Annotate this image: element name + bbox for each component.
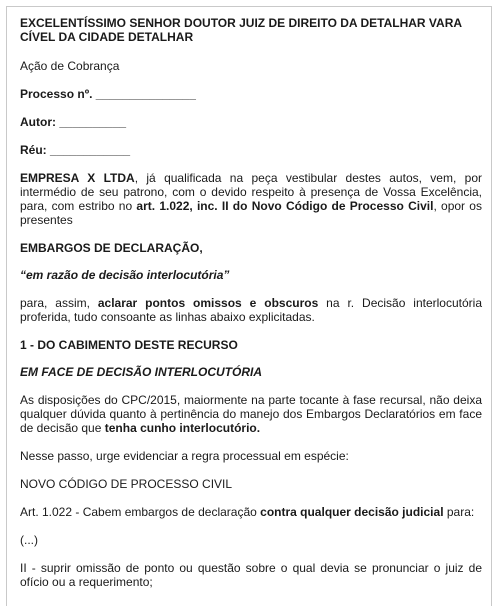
cpc-text: As disposições do CPC/2015, maiormente na parte tocante à fase recursal, não deixa qualquer dúvida quanto à pertinência do manejo dos Embargos Declaratórios em face de decisão que: [20, 393, 482, 435]
purpose-paragraph: [20, 296, 482, 324]
cpc-paragraph: [20, 393, 482, 435]
court-heading-line1: EXCELENTÍSSIMO SENHOR DOUTOR JUIZ DE DIREITO DA DETALHAR VARA: [20, 16, 463, 30]
autor-blank: __________: [59, 115, 127, 129]
intro-text-1: , já qualificada na peça vestibular destes autos, vem, por intermédio de seu patrono, com o devido respeito à presença de Vossa Excelência, para, com estribo no: [20, 171, 482, 213]
reu-blank: ____________: [50, 143, 131, 157]
company-name: EMPRESA X LTDA: [20, 171, 135, 185]
code-title: NOVO CÓDIGO DE PROCESSO CIVIL: [20, 477, 233, 491]
intro-paragraph: [20, 171, 482, 227]
article-1022-text-1: Art. 1.022 - Cabem embargos de declaração: [20, 505, 261, 519]
court-heading-line2: CÍVEL DA CIDADE DETALHAR: [20, 30, 194, 44]
intro-text-2: , opor os presentes: [20, 199, 482, 227]
section1-subtitle: EM FACE DE DECISÃO INTERLOCUTÓRIA: [20, 365, 263, 379]
autor-field: [20, 115, 482, 129]
document-page: [6, 6, 492, 606]
purpose-text-1: para, assim,: [20, 296, 98, 310]
autor-label: Autor:: [20, 115, 56, 129]
cpc-bold: tenha cunho interlocutório.: [104, 421, 261, 435]
document-body: [20, 16, 482, 589]
article-1022-bold: contra qualquer decisão judicial: [260, 505, 444, 519]
purpose-bold: aclarar pontos omissos e obscuros: [97, 296, 319, 310]
embargos-title: EMBARGOS DE DECLARAÇÃO,: [20, 241, 203, 255]
inciso-ii: II - suprir omissão de ponto ou questão sobre o qual devia se pronunciar o juiz de ofício ou a requerimento;: [20, 561, 482, 589]
processo-blank: _______________: [95, 87, 196, 101]
passo-paragraph: Nesse passo, urge evidenciar a regra processual em espécie:: [20, 449, 349, 463]
section1-title: 1 - DO CABIMENTO DESTE RECURSO: [20, 338, 238, 352]
processo-field: [20, 87, 482, 101]
court-heading: [20, 16, 482, 44]
action-type: Ação de Cobrança: [20, 59, 120, 73]
reu-label: Réu:: [20, 143, 47, 157]
article-reference: art. 1.022, inc. II do Novo Código de Processo Civil: [136, 199, 434, 213]
article-1022-text-2: para:: [443, 505, 475, 519]
ellipsis: (...): [20, 533, 38, 547]
processo-label: Processo nº.: [20, 87, 93, 101]
article-1022: [20, 505, 482, 519]
embargos-subtitle: “em razão de decisão interlocutória”: [20, 268, 230, 282]
purpose-text-2: na r. Decisão interlocutória proferida, tudo consoante as linhas abaixo explicitadas.: [20, 296, 482, 324]
reu-field: [20, 143, 482, 157]
